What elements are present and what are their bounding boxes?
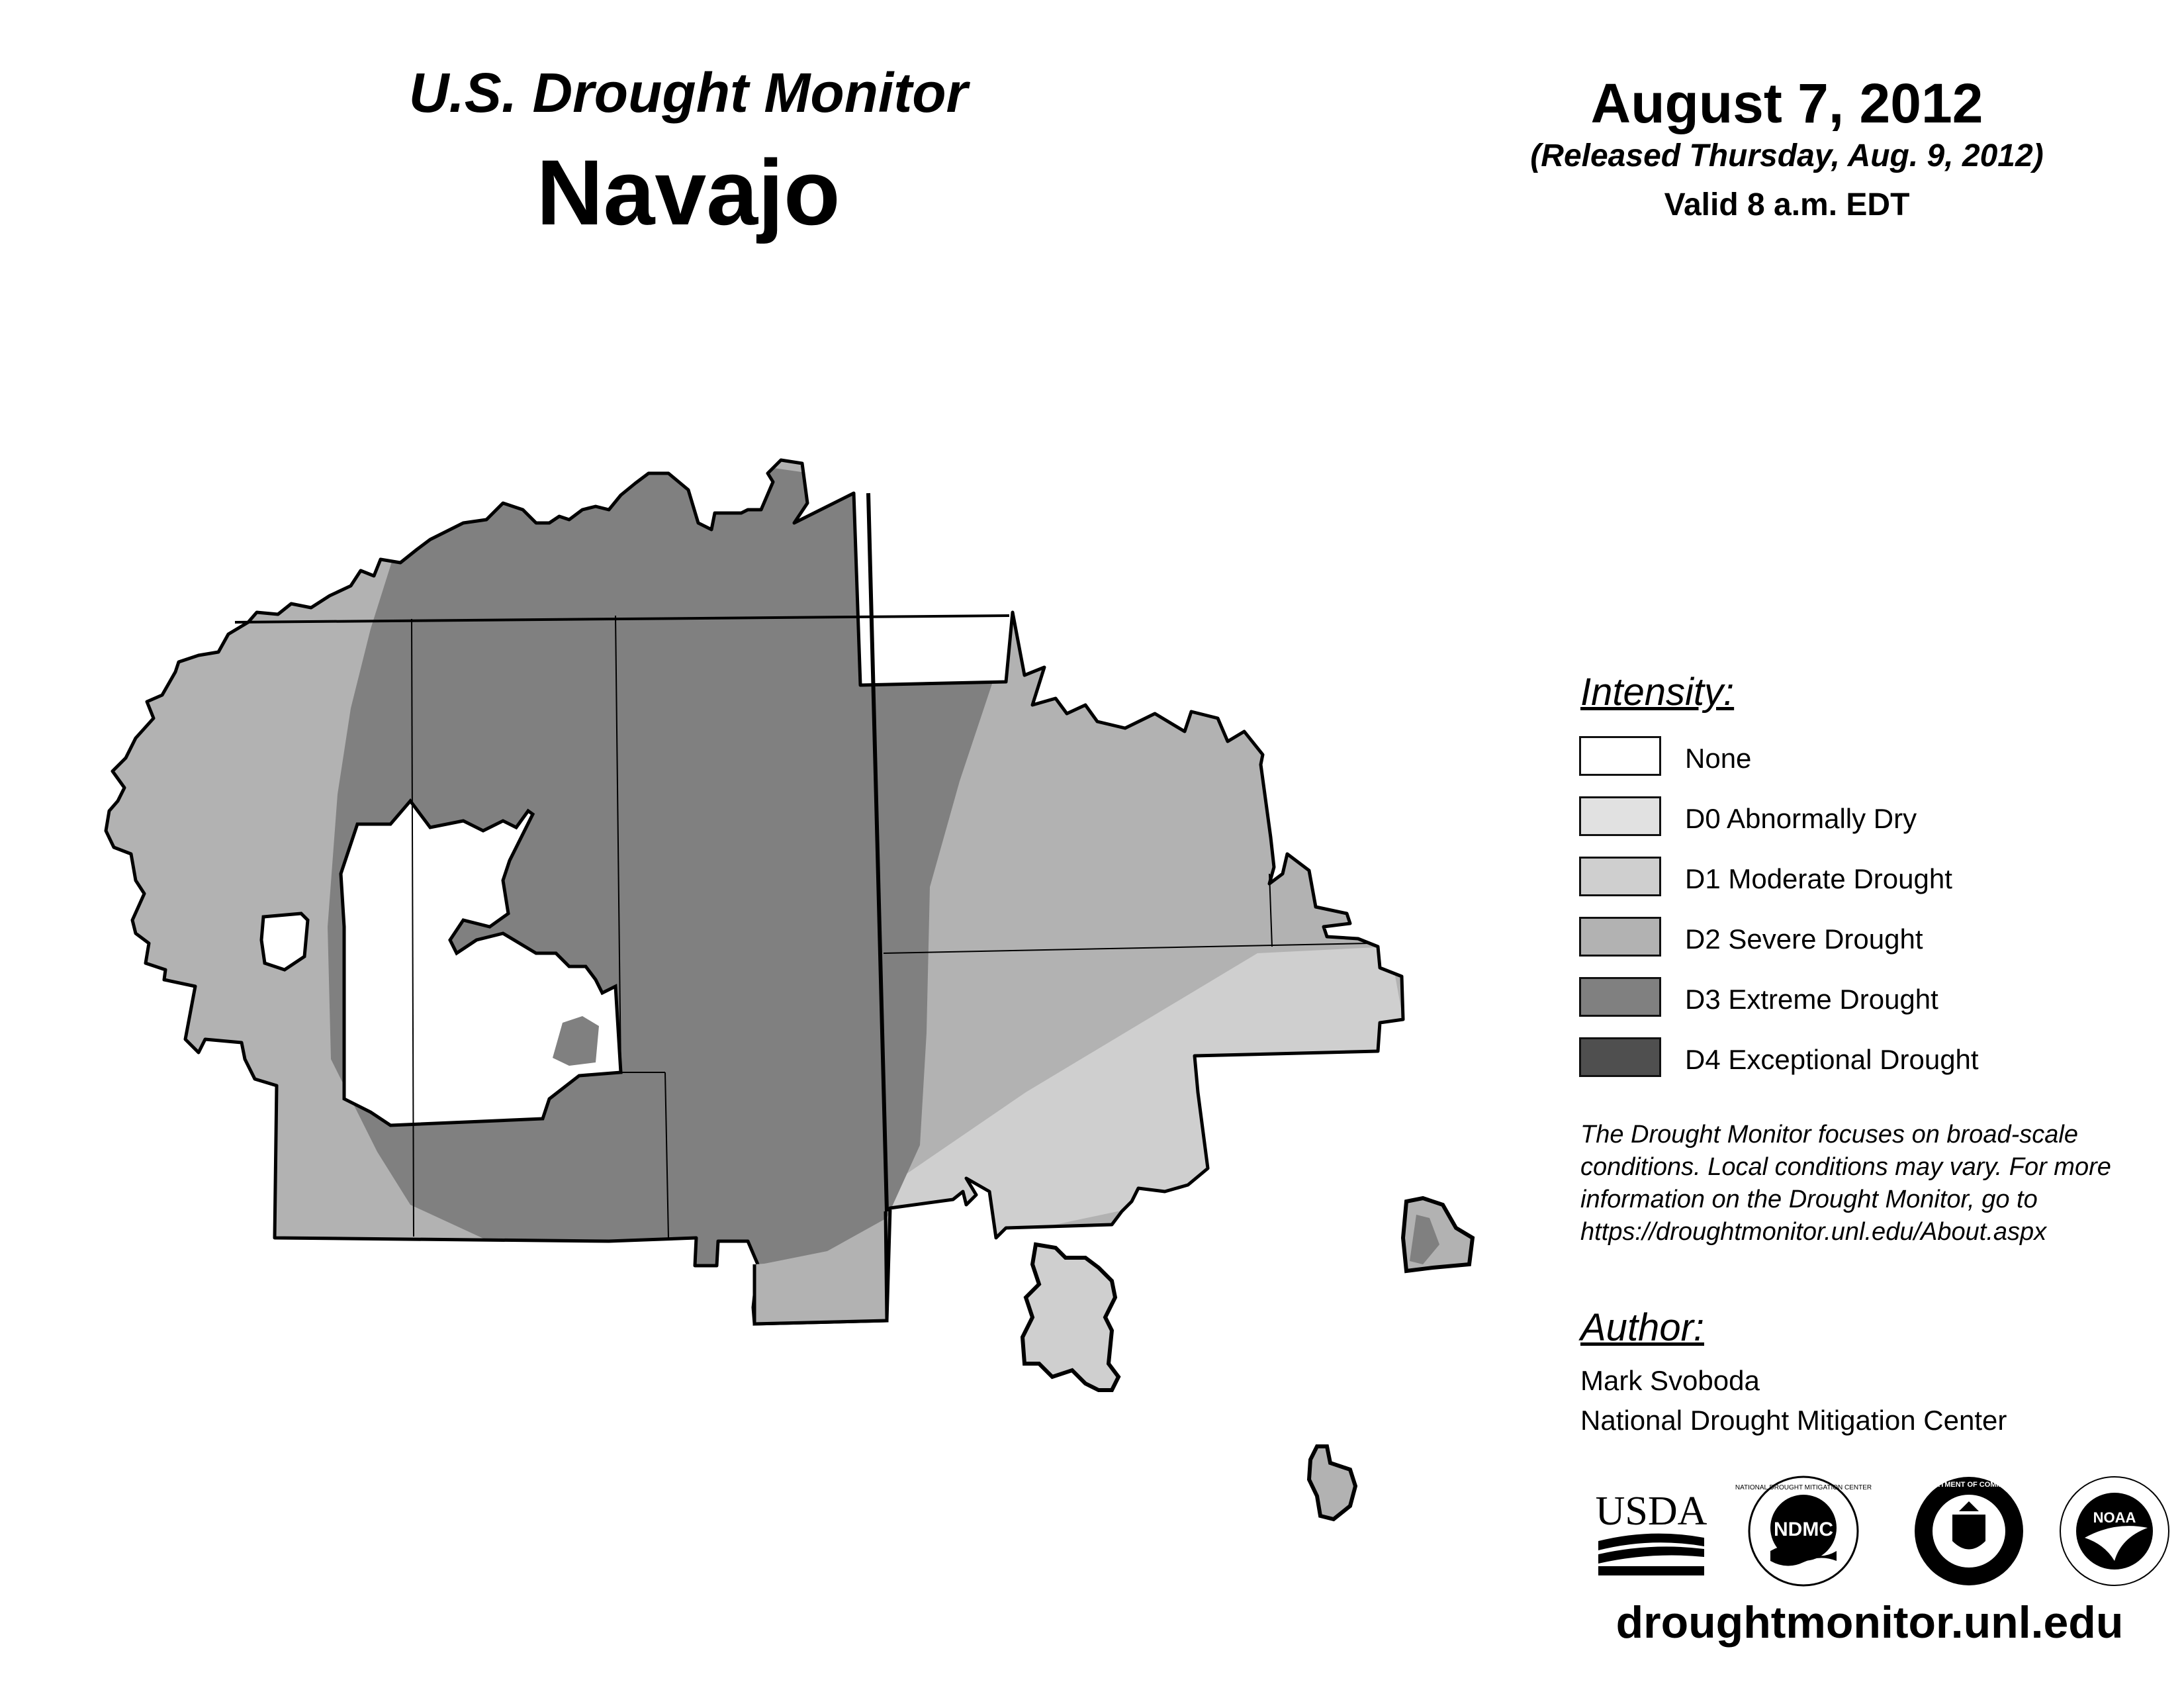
legend-label: None bbox=[1685, 743, 1752, 774]
noaa-text: NOAA bbox=[2093, 1509, 2136, 1526]
release-date: (Released Thursday, Aug. 9, 2012) bbox=[1530, 138, 2044, 173]
ndmc-text: NDMC bbox=[1774, 1519, 1833, 1540]
legend-swatch-d2 bbox=[1579, 917, 1661, 957]
usda-bar bbox=[1598, 1566, 1704, 1575]
legend-title: Intensity: bbox=[1580, 671, 1735, 714]
legend-swatch-d1 bbox=[1579, 857, 1661, 896]
legend-swatch-d0 bbox=[1579, 796, 1661, 836]
region-name: Navajo bbox=[536, 140, 841, 244]
drought-zones bbox=[66, 430, 1423, 1357]
ndmc-logo bbox=[1735, 1475, 1872, 1587]
legend-swatch-d4 bbox=[1579, 1037, 1661, 1077]
usda-logo-text: USDA bbox=[1595, 1489, 1707, 1534]
legend-label: D4 Exceptional Drought bbox=[1685, 1044, 1979, 1075]
noaa-logo bbox=[2058, 1475, 2171, 1587]
commerce-logo bbox=[1913, 1475, 2025, 1587]
legend-label: D3 Extreme Drought bbox=[1685, 984, 1938, 1015]
footer-url[interactable]: droughtmonitor.unl.edu bbox=[1615, 1597, 2124, 1648]
usda-logo bbox=[1592, 1475, 1711, 1587]
commerce-ring-text: DEPARTMENT OF COMMERCE bbox=[1915, 1481, 2023, 1489]
disclaimer-note: The Drought Monitor focuses on broad-scale conditions. Local conditions may vary. For more information on the Drought Monitor, go to https://droughtmonitor.unl.edu/About.aspx bbox=[1580, 1121, 2111, 1246]
ndmc-ring-text: NATIONAL DROUGHT MITIGATION CENTER bbox=[1735, 1484, 1872, 1491]
legend-label: D0 Abnormally Dry bbox=[1685, 803, 1917, 834]
author-organization: National Drought Mitigation Center bbox=[1580, 1405, 2007, 1436]
author-name: Mark Svoboda bbox=[1580, 1365, 1760, 1396]
legend-label: D1 Moderate Drought bbox=[1685, 863, 1952, 894]
chapter-canoncito bbox=[1309, 1446, 1355, 1519]
usda-swoosh-2 bbox=[1598, 1546, 1704, 1564]
map-date: August 7, 2012 bbox=[1590, 72, 1983, 134]
map-title: U.S. Drought Monitor bbox=[408, 62, 968, 124]
chapter-alamo bbox=[1023, 1244, 1118, 1390]
commerce-shield bbox=[1952, 1515, 1985, 1550]
valid-time: Valid 8 a.m. EDT bbox=[1664, 187, 1910, 222]
legend-swatch-none bbox=[1579, 736, 1661, 776]
author-heading: Author: bbox=[1580, 1306, 1704, 1349]
legend-label: D2 Severe Drought bbox=[1685, 923, 1923, 955]
legend-swatch-d3 bbox=[1579, 977, 1661, 1017]
